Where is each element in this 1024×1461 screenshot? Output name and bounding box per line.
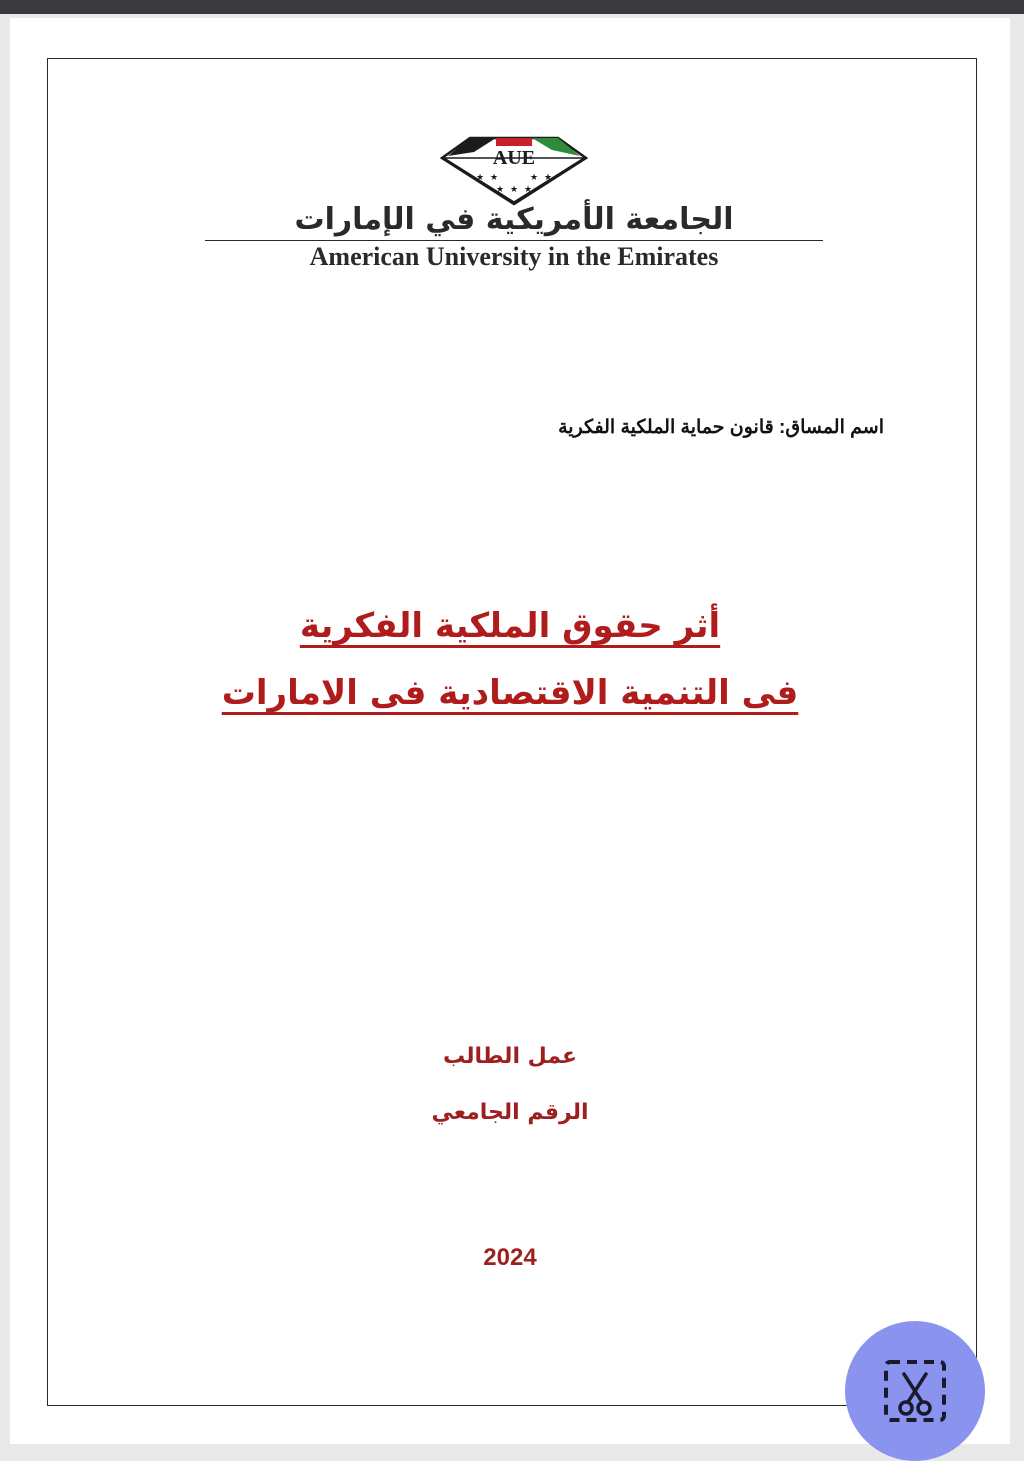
window-top-bar <box>0 0 1024 14</box>
svg-text:★: ★ <box>529 173 539 183</box>
logo-text: AUE <box>492 147 536 169</box>
course-name: قانون حماية الملكية الفكرية <box>558 417 774 438</box>
svg-text:★: ★ <box>495 185 505 195</box>
title-line-2-text: فى التنمية الاقتصادية فى الامارات <box>221 673 799 713</box>
svg-text:★: ★ <box>509 185 519 195</box>
title-line-1-text: أثر حقوق الملكية الفكرية <box>299 606 721 646</box>
svg-text:★: ★ <box>475 173 485 183</box>
title-line-1 <box>10 606 1010 646</box>
title-line-2 <box>10 673 1010 713</box>
year: 2024 <box>483 1244 537 1271</box>
course-label: اسم المساق: <box>779 417 884 438</box>
university-name-arabic: الجامعة الأمريكية في الإمارات <box>294 202 734 237</box>
university-logo <box>440 122 588 206</box>
svg-text:★: ★ <box>543 173 553 183</box>
student-work-label: عمل الطالب <box>442 1044 578 1069</box>
svg-text:★: ★ <box>489 173 499 183</box>
screenshot-button[interactable] <box>845 1321 985 1461</box>
document-page <box>10 18 1010 1444</box>
student-id-label: الرقم الجامعي <box>431 1100 589 1125</box>
screenshot-scissors-icon <box>882 1358 948 1424</box>
svg-text:★: ★ <box>523 185 533 195</box>
university-name-english: American University in the Emirates <box>205 240 823 272</box>
course-line <box>558 416 884 439</box>
